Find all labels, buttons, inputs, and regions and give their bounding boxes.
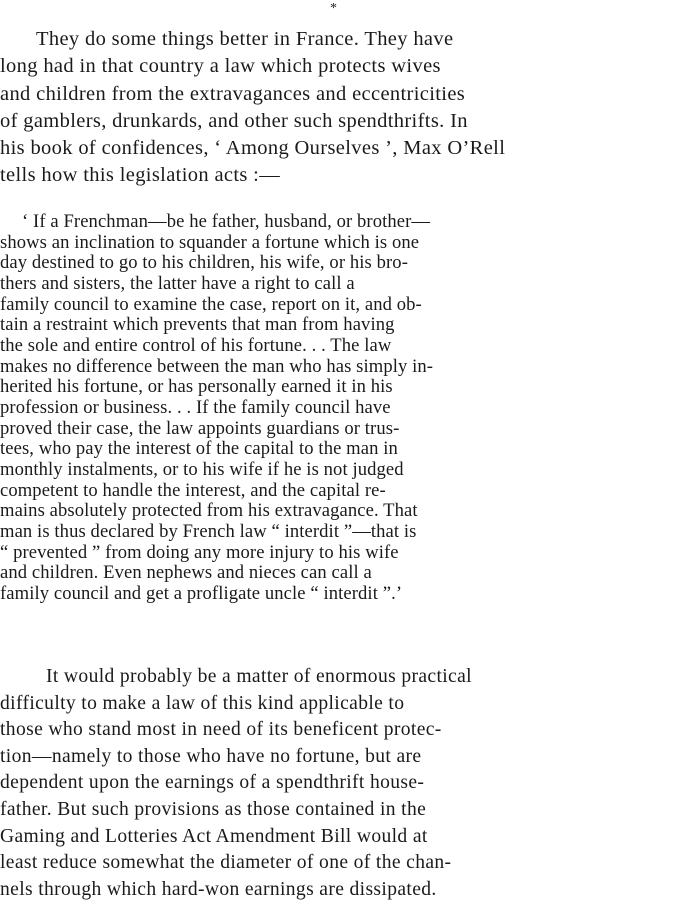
text-line: ‘ If a Frenchman—be he father, husband, or brother— bbox=[22, 212, 431, 232]
text-line: and children. Even nephews and nieces can call a bbox=[0, 563, 372, 584]
text-line: monthly instalments, or to his wife if he is not judged bbox=[0, 459, 404, 480]
text-line: It would probably be a matter of enormous practical bbox=[46, 666, 472, 687]
text-line: father. But such provisions as those contained in the bbox=[0, 798, 427, 820]
text-line: his book of confidences, ‘ Among Ourselves ’, Max O’Rell bbox=[0, 137, 506, 160]
text-line: those who stand most in need of its beneficent protec- bbox=[0, 719, 442, 741]
text-line: herited his fortune, or has personally earned it in his bbox=[0, 377, 393, 398]
text-line: and children from the extravagances and eccentricities bbox=[0, 82, 466, 105]
text-line: difficulty to make a law of this kind applicable to bbox=[0, 692, 405, 714]
text-line: nels through which hard-won earnings are dissipated. bbox=[0, 878, 437, 900]
text-line: of gamblers, drunkards, and other such spendthrifts. In bbox=[0, 109, 468, 132]
text-line: family council to examine the case, report on it, and ob- bbox=[0, 294, 422, 315]
text-line: tion—namely to those who have no fortune, but are bbox=[0, 745, 422, 767]
text-line: tain a restraint which prevents that man from having bbox=[0, 315, 395, 336]
text-line: Gaming and Lotteries Act Amendment Bill would at bbox=[0, 825, 428, 847]
text-line: mains absolutely protected from his extravagance. That bbox=[0, 501, 418, 522]
paragraph-conclusion bbox=[0, 664, 677, 903]
text-line: dependent upon the earnings of a spendthrift house- bbox=[0, 772, 425, 794]
text-line: the sole and entire control of his fortune. . . The law bbox=[0, 335, 392, 356]
text-line: thers and sisters, the latter have a right to call a bbox=[0, 273, 355, 294]
paragraph-quotation bbox=[0, 212, 677, 604]
text-line: “ prevented ” from doing any more injury to his wife bbox=[0, 542, 399, 563]
text-line: least reduce somewhat the diameter of one of the chan- bbox=[0, 852, 452, 874]
text-line: profession or business. . . If the family council have bbox=[0, 397, 391, 418]
text-line: family council and get a profligate uncle “ interdit ”.’ bbox=[0, 583, 403, 604]
text-line: proved their case, the law appoints guardians or trus- bbox=[0, 418, 400, 439]
text-line: makes no difference between the man who has simply in- bbox=[0, 356, 434, 377]
text-line: tells how this legislation acts :— bbox=[0, 164, 281, 187]
ornament-asterisk: * bbox=[330, 1, 337, 16]
text-line: They do some things better in France. They have bbox=[36, 28, 454, 50]
paragraph-intro bbox=[0, 26, 677, 190]
text-line: man is thus declared by French law “ interdit ”—that is bbox=[0, 521, 417, 542]
text-line: day destined to go to his children, his wife, or his bro- bbox=[0, 253, 408, 274]
text-line: competent to handle the interest, and the capital re- bbox=[0, 480, 386, 501]
text-line: shows an inclination to squander a fortune which is one bbox=[0, 232, 420, 253]
text-line: long had in that country a law which protects wives bbox=[0, 55, 441, 78]
text-line: tees, who pay the interest of the capital to the man in bbox=[0, 439, 398, 460]
